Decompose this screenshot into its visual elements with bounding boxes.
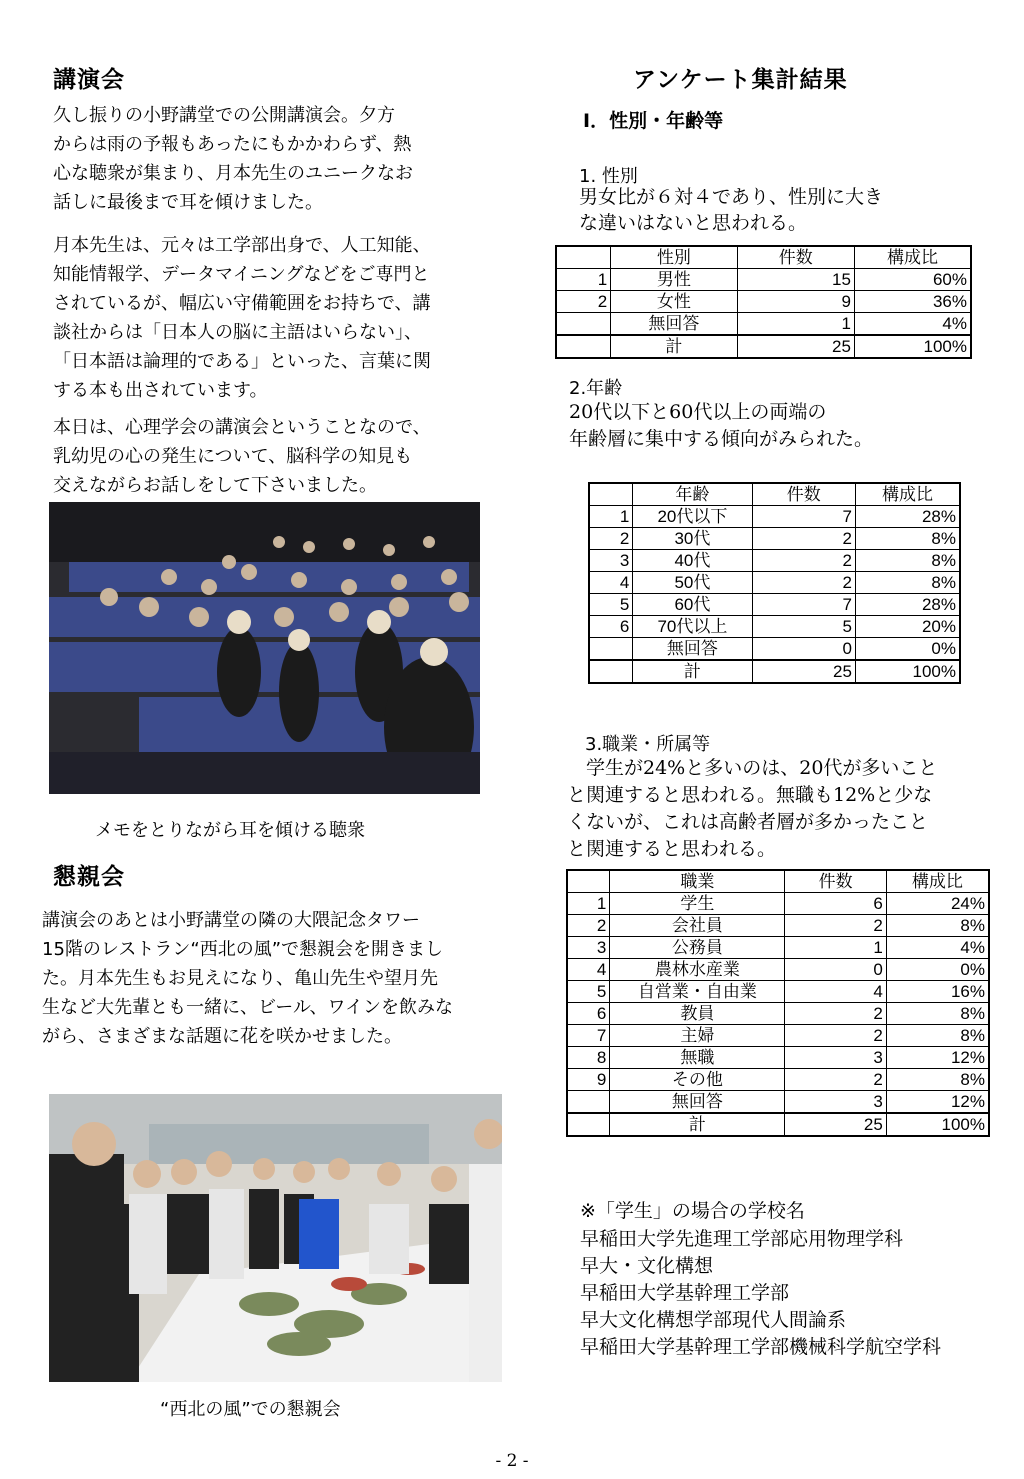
job-header-count: 件数 bbox=[785, 870, 886, 893]
cell: 7 bbox=[567, 1025, 610, 1047]
table-row bbox=[567, 1069, 989, 1091]
cell: 3 bbox=[589, 550, 633, 572]
table-row bbox=[567, 981, 989, 1003]
cell: 6 bbox=[589, 616, 633, 638]
social-paragraph: 講演会のあとは小野講堂の隣の大隈記念タワー 15階のレストラン“西北の風”で懇親会を開きまし た。月本先生もお見えになり、亀山先生や望月先 生など大先輩とも一緒に、ビール、ワインを飲みな がら、さまざまな話題に花を咲かせました。 bbox=[42, 910, 453, 1047]
table-row bbox=[567, 893, 989, 915]
job-comment: 学生が24%と多いのは、20代が多いこと と関連すると思われる。無職も12%と少な くないが、これは高齢者層が多かったこと と関連すると思われる。 bbox=[567, 757, 938, 860]
table-row-total bbox=[567, 1113, 989, 1136]
table-row-total bbox=[589, 660, 960, 683]
cell: 計 bbox=[610, 1113, 785, 1136]
cell bbox=[556, 313, 611, 336]
age-header-count: 件数 bbox=[752, 483, 855, 506]
cell: 20代以下 bbox=[633, 506, 752, 528]
cell: 自営業・自由業 bbox=[610, 981, 785, 1003]
cell: 25 bbox=[752, 660, 855, 683]
job-header-ratio: 構成比 bbox=[886, 870, 989, 893]
cell: その他 bbox=[610, 1069, 785, 1091]
cell: 2 bbox=[785, 1025, 886, 1047]
list-item: 早稲田大学先進理工学部応用物理学科 bbox=[580, 1228, 904, 1250]
cell: 4 bbox=[567, 959, 610, 981]
cell: 2 bbox=[785, 1069, 886, 1091]
cell: 70代以上 bbox=[633, 616, 752, 638]
cell: 16% bbox=[886, 981, 989, 1003]
cell: 9 bbox=[737, 291, 854, 313]
cell: 1 bbox=[737, 313, 854, 336]
cell: 農林水産業 bbox=[610, 959, 785, 981]
cell: 24% bbox=[886, 893, 989, 915]
survey-title: アンケート集計結果 bbox=[633, 67, 848, 93]
cell: 9 bbox=[567, 1069, 610, 1091]
audience-photo bbox=[49, 502, 480, 794]
cell: 計 bbox=[633, 660, 752, 683]
cell: 3 bbox=[567, 937, 610, 959]
cell: 8 bbox=[567, 1047, 610, 1069]
gender-table bbox=[555, 245, 972, 359]
cell: 7 bbox=[752, 506, 855, 528]
cell: 学生 bbox=[610, 893, 785, 915]
age-heading: 2.年齢 bbox=[569, 378, 623, 399]
cell: 100% bbox=[855, 660, 960, 683]
cell: 男性 bbox=[611, 269, 737, 291]
table-row bbox=[556, 291, 971, 313]
table-row bbox=[567, 915, 989, 937]
age-comment: 20代以下と60代以上の両端の 年齢層に集中する傾向がみられた。 bbox=[569, 401, 874, 450]
table-row bbox=[556, 269, 971, 291]
table-row bbox=[556, 313, 971, 336]
cell: 15 bbox=[737, 269, 854, 291]
cell: 25 bbox=[785, 1113, 886, 1136]
cell: 28% bbox=[855, 506, 960, 528]
job-header-label: 職業 bbox=[610, 870, 785, 893]
page-number: - 2 - bbox=[495, 1451, 529, 1471]
cell: 60% bbox=[854, 269, 971, 291]
cell bbox=[589, 638, 633, 661]
cell bbox=[567, 1113, 610, 1136]
party-photo bbox=[49, 1094, 502, 1382]
cell: 無回答 bbox=[610, 1091, 785, 1114]
gender-header-label: 性別 bbox=[611, 246, 737, 269]
cell: 12% bbox=[886, 1091, 989, 1114]
cell: 5 bbox=[567, 981, 610, 1003]
audience-photo-caption: メモをとりながら耳を傾ける聴衆 bbox=[95, 820, 365, 841]
cell: 0% bbox=[855, 638, 960, 661]
schools-note: ※「学生」の場合の学校名 bbox=[580, 1200, 805, 1222]
cell: 1 bbox=[556, 269, 611, 291]
gender-comment: 男女比が６対４であり、性別に大き な違いはないと思われる。 bbox=[579, 186, 884, 234]
table-row bbox=[589, 528, 960, 550]
cell: 2 bbox=[567, 915, 610, 937]
cell: 3 bbox=[785, 1091, 886, 1114]
list-item: 早大・文化構想 bbox=[580, 1255, 714, 1277]
job-heading: 3.職業・所属等 bbox=[585, 734, 711, 755]
cell: 5 bbox=[589, 594, 633, 616]
social-heading: 懇親会 bbox=[53, 864, 125, 890]
cell: 6 bbox=[785, 893, 886, 915]
cell: 8% bbox=[886, 1069, 989, 1091]
cell: 無回答 bbox=[611, 313, 737, 336]
cell: 30代 bbox=[633, 528, 752, 550]
cell: 36% bbox=[854, 291, 971, 313]
cell: 1 bbox=[567, 893, 610, 915]
cell: 8% bbox=[855, 572, 960, 594]
lecture-paragraph-1: 久し振りの小野講堂での公開講演会。夕方 からは雨の予報もあったにもかかわらず、熱 心な聴衆が集まり、月本先生のユニークなお 話しに最後まで耳を傾けました。 bbox=[53, 105, 413, 213]
cell: 4 bbox=[785, 981, 886, 1003]
table-row-total bbox=[556, 335, 971, 358]
cell: 2 bbox=[752, 528, 855, 550]
schools-list bbox=[580, 1226, 941, 1361]
cell: 8% bbox=[886, 915, 989, 937]
gender-header-ratio: 構成比 bbox=[854, 246, 971, 269]
cell: 2 bbox=[556, 291, 611, 313]
cell: 25 bbox=[737, 335, 854, 358]
lecture-heading: 講演会 bbox=[53, 67, 125, 93]
cell: 8% bbox=[886, 1003, 989, 1025]
table-row bbox=[589, 550, 960, 572]
cell: 2 bbox=[785, 1003, 886, 1025]
cell: 28% bbox=[855, 594, 960, 616]
cell: 5 bbox=[752, 616, 855, 638]
cell: 100% bbox=[886, 1113, 989, 1136]
cell: 公務員 bbox=[610, 937, 785, 959]
cell: 50代 bbox=[633, 572, 752, 594]
table-row bbox=[567, 1025, 989, 1047]
cell: 主婦 bbox=[610, 1025, 785, 1047]
age-header-ratio: 構成比 bbox=[855, 483, 960, 506]
cell: 7 bbox=[752, 594, 855, 616]
gender-heading: 1. 性別 bbox=[579, 166, 638, 187]
cell: 女性 bbox=[611, 291, 737, 313]
cell: 会社員 bbox=[610, 915, 785, 937]
cell: 100% bbox=[854, 335, 971, 358]
gender-header-no bbox=[556, 246, 611, 269]
cell: 教員 bbox=[610, 1003, 785, 1025]
table-row bbox=[567, 1003, 989, 1025]
table-row bbox=[589, 638, 960, 661]
gender-header-count: 件数 bbox=[737, 246, 854, 269]
cell: 8% bbox=[855, 550, 960, 572]
cell: 20% bbox=[855, 616, 960, 638]
table-row bbox=[567, 959, 989, 981]
lecture-paragraph-3: 本日は、心理学会の講演会ということなので、 乳幼児の心の発生について、脳科学の知見も 交えながらお話しをして下さいました。 bbox=[53, 417, 431, 496]
age-header-no bbox=[589, 483, 633, 506]
table-row bbox=[589, 594, 960, 616]
cell: 無職 bbox=[610, 1047, 785, 1069]
cell bbox=[556, 335, 611, 358]
age-table bbox=[588, 482, 961, 684]
party-photo-caption: “西北の風”での懇親会 bbox=[160, 1399, 341, 1420]
section-1-heading: Ⅰ．性別・年齢等 bbox=[583, 110, 724, 132]
table-row bbox=[589, 506, 960, 528]
cell: 6 bbox=[567, 1003, 610, 1025]
cell: 12% bbox=[886, 1047, 989, 1069]
cell: 0 bbox=[752, 638, 855, 661]
cell: 2 bbox=[752, 550, 855, 572]
job-header-no bbox=[567, 870, 610, 893]
cell: 2 bbox=[785, 915, 886, 937]
cell: 0 bbox=[785, 959, 886, 981]
cell: 8% bbox=[886, 1025, 989, 1047]
list-item: 早稲田大学基幹理工学部機械科学航空学科 bbox=[580, 1336, 942, 1358]
table-row bbox=[589, 616, 960, 638]
list-item: 早稲田大学基幹理工学部 bbox=[580, 1282, 790, 1304]
table-row bbox=[567, 1047, 989, 1069]
cell: 2 bbox=[589, 528, 633, 550]
cell: 40代 bbox=[633, 550, 752, 572]
table-row bbox=[567, 1091, 989, 1114]
cell: 4 bbox=[589, 572, 633, 594]
cell: 8% bbox=[855, 528, 960, 550]
cell: 無回答 bbox=[633, 638, 752, 661]
cell: 3 bbox=[785, 1047, 886, 1069]
lecture-paragraph-2: 月本先生は、元々は工学部出身で、人工知能、 知能情報学、データマイニングなどをご専門と されているが、幅広い守備範囲をお持ちで、講 談社からは「日本人の脳に主語はいらない」、 「日本語は論理的である」といった、言葉に関 する本も出されています。 bbox=[53, 235, 431, 401]
cell: 4% bbox=[886, 937, 989, 959]
cell: 60代 bbox=[633, 594, 752, 616]
job-table bbox=[566, 869, 990, 1137]
cell: 1 bbox=[785, 937, 886, 959]
table-row bbox=[589, 572, 960, 594]
cell: 1 bbox=[589, 506, 633, 528]
cell: 2 bbox=[752, 572, 855, 594]
cell: 計 bbox=[611, 335, 737, 358]
table-row bbox=[567, 937, 989, 959]
list-item: 早大文化構想学部現代人間論系 bbox=[580, 1309, 847, 1331]
cell bbox=[589, 660, 633, 683]
age-header-label: 年齢 bbox=[633, 483, 752, 506]
cell: 0% bbox=[886, 959, 989, 981]
cell bbox=[567, 1091, 610, 1114]
cell: 4% bbox=[854, 313, 971, 336]
